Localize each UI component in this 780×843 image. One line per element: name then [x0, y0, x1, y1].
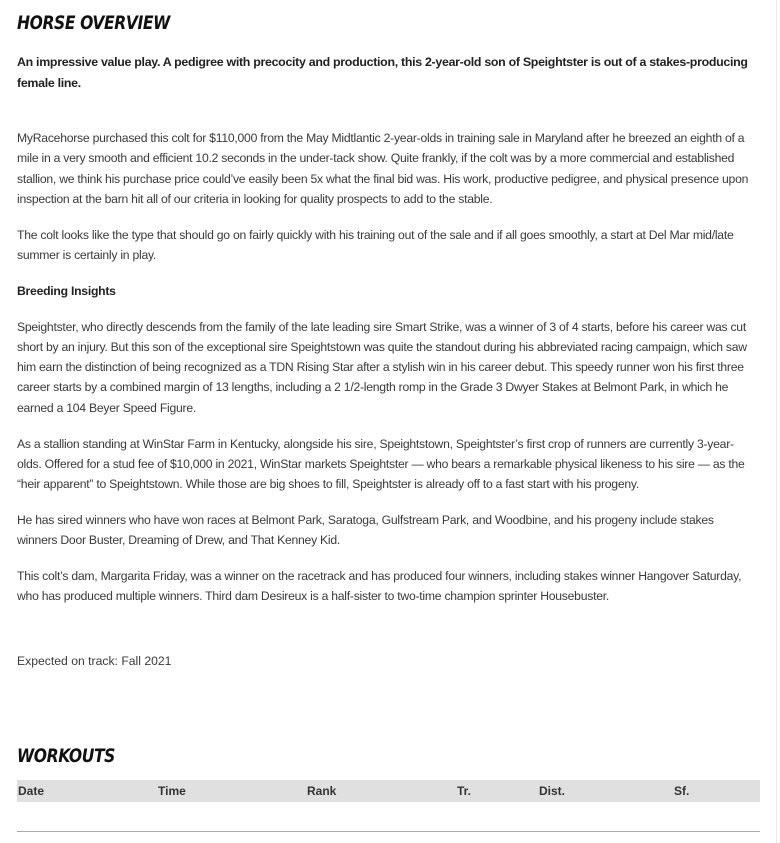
workouts-title: WORKOUTS: [17, 745, 115, 767]
column-header-time: Time: [158, 784, 186, 798]
breeding-paragraph: Speightster, who directly descends from the family of the late leading sire Smart Strike, was a winner of 3 of 4 starts, before his career was cut short by an injury. But this son of the exceptional sire Speightstown was quite the standout during his abbreviated racing campaign, which saw him earn the distinction of being recognized as a TDN Rising Star after a stylish win in his career debut. This speedy runner won his first three career starts by a combined margin of 13 lengths, including a 2 1/2-length romp in the Grade 3 Dwyer Stakes at Belmont Park, in which he earned a 104 Beyer Speed Figure.: [17, 319, 747, 415]
column-header-distance: Dist.: [539, 784, 566, 798]
breeding-insights-heading: Breeding Insights: [17, 283, 116, 298]
overview-title: HORSE OVERVIEW: [17, 12, 170, 34]
column-header-track: Tr.: [457, 784, 472, 798]
overview-body: [17, 128, 757, 622]
overview-paragraph: The colt looks like the type that should go on fairly quickly with his training out of the sale and if all goes smoothly, a start at Del Mar mid/late summer is certainly in play.: [17, 227, 734, 262]
breeding-paragraph: He has sired winners who have won races at Belmont Park, Saratoga, Gulfstream Park, and Woodbine, and his progeny include stakes winners Door Buster, Dreaming of Drew, and That Kenney Kid.: [17, 512, 714, 548]
page-edge: [776, 0, 777, 843]
workouts-table-header: [17, 780, 760, 802]
column-header-rank: Rank: [307, 784, 337, 798]
column-header-sf: Sf.: [674, 784, 690, 798]
breeding-paragraph: As a stallion standing at WinStar Farm in Kentucky, alongside his sire, Speightstown, Speightster’s first crop of runners are currently 3-year-olds. Offered for a stud fee of $10,000 in 2021, WinStar markets Speightster — who bears a remarkable physical likeness to his sire — as the “heir apparent” to Speightstown. While those are big shoes to fill, Speightster is already off to a fast start with his progeny.: [17, 436, 745, 492]
breeding-paragraph: This colt’s dam, Margarita Friday, was a winner on the racetrack and has produced four winners, including stakes winner Hangover Saturday, who has produced multiple winners. Third dam Desireux is a half-sister to two-time champion sprinter Housebuster.: [17, 569, 742, 604]
overview-paragraph: MyRacehorse purchased this colt for $110,000 from the May Midtlantic 2-year-olds in training sale in Maryland after he breezed an eighth of a mile in a very smooth and efficient 10.2 seconds in the under-tack show. Quite frankly, if the colt was by a more commercial and established stallion, we think his purchase price could’ve easily been 5x what the final bid was. His work, productive pedigree, and physical presence upon inspection at the barn hit all of our criteria in looking for quality prospects to add to the stable.: [17, 131, 749, 206]
column-header-date: Date: [18, 784, 45, 798]
expected-on-track: Expected on track: Fall 2021: [17, 654, 172, 668]
table-bottom-divider: [17, 831, 760, 832]
overview-lead: An impressive value play. A pedigree with precocity and production, this 2-year-old son of Speightster is out of a stakes-producing female line.: [17, 55, 748, 90]
